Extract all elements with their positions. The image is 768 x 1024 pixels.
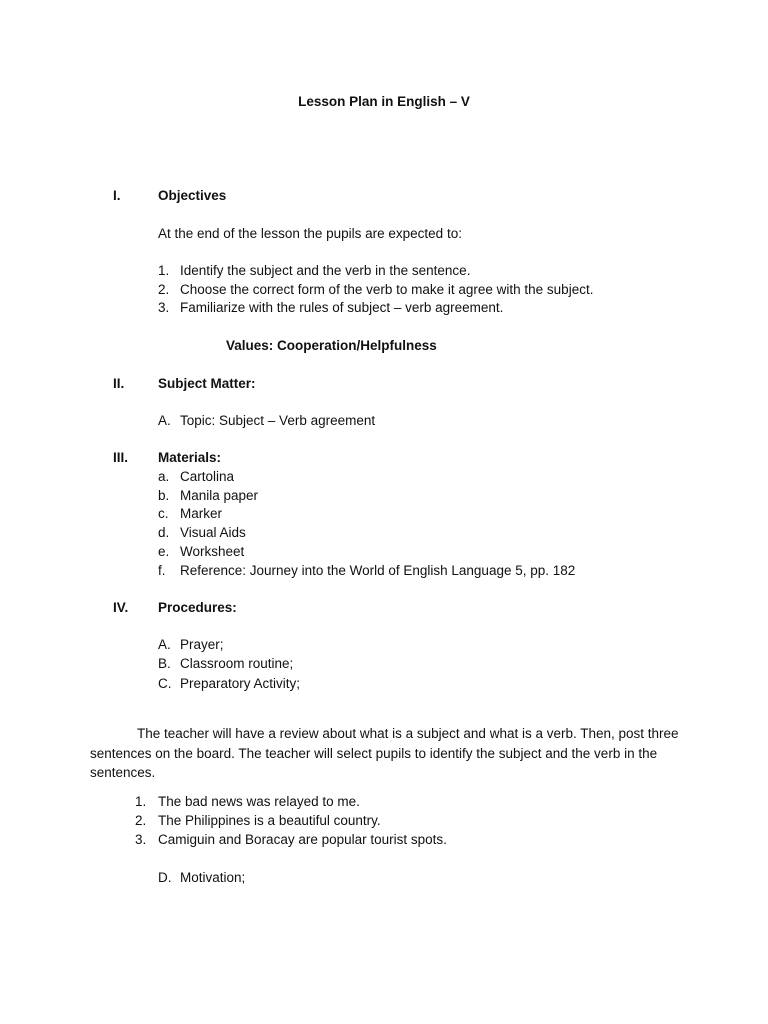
list-item-marker: A. [158, 413, 171, 428]
list-item-marker: f. [158, 563, 166, 578]
section-numeral-objectives: I. [113, 188, 121, 203]
list-item-marker: 2. [135, 813, 147, 828]
values-heading: Values: Cooperation/Helpfulness [226, 338, 437, 353]
objectives-intro: At the end of the lesson the pupils are expected to: [158, 226, 462, 241]
list-item: The bad news was relayed to me. [158, 794, 360, 809]
list-item-marker: 2. [158, 282, 170, 297]
list-item-marker: 1. [135, 794, 147, 809]
list-item: Cartolina [180, 469, 235, 484]
section-heading-procedures: Procedures: [158, 600, 237, 615]
list-item: Visual Aids [180, 525, 246, 540]
list-item-marker: D. [158, 870, 172, 885]
list-item: Motivation; [180, 870, 246, 885]
section-numeral-materials: III. [113, 450, 129, 465]
section-heading-subject-matter: Subject Matter: [158, 376, 256, 391]
list-item-marker: d. [158, 525, 170, 540]
paragraph-text: The teacher will have a review about what is a subject and what is a verb. Then, post three sentences on the board. The teacher will select pupils to identify the subject and the verb in the sentences. [90, 726, 679, 780]
list-item-marker: a. [158, 469, 170, 484]
section-numeral-subject-matter: II. [113, 376, 125, 391]
list-item: Manila paper [180, 488, 259, 503]
list-item-marker: e. [158, 544, 170, 559]
page-title: Lesson Plan in English – V [298, 94, 470, 109]
list-item: Classroom routine; [180, 656, 294, 671]
list-item: Reference: Journey into the World of English Language 5, pp. 182 [180, 563, 576, 578]
list-item: Preparatory Activity; [180, 676, 301, 691]
list-item: Topic: Subject – Verb agreement [180, 413, 376, 428]
list-item: Prayer; [180, 637, 224, 652]
section-heading-materials: Materials: [158, 450, 222, 465]
list-item-marker: C. [158, 676, 172, 691]
list-item-marker: 3. [158, 300, 170, 315]
list-item: Camiguin and Boracay are popular tourist spots. [158, 832, 447, 847]
list-item-marker: 3. [135, 832, 147, 847]
list-item-marker: b. [158, 488, 170, 503]
list-item-marker: 1. [158, 263, 170, 278]
section-heading-objectives: Objectives [158, 188, 227, 203]
list-item: Worksheet [180, 544, 245, 559]
list-item: Identify the subject and the verb in the sentence. [180, 263, 471, 278]
procedures-paragraph [90, 724, 680, 783]
list-item: The Philippines is a beautiful country. [158, 813, 381, 828]
list-item-marker: B. [158, 656, 171, 671]
list-item-marker: A. [158, 637, 171, 652]
list-item: Marker [180, 506, 223, 521]
list-item-marker: c. [158, 506, 169, 521]
section-numeral-procedures: IV. [113, 600, 129, 615]
list-item: Familiarize with the rules of subject – verb agreement. [180, 300, 504, 315]
list-item: Choose the correct form of the verb to make it agree with the subject. [180, 282, 594, 297]
